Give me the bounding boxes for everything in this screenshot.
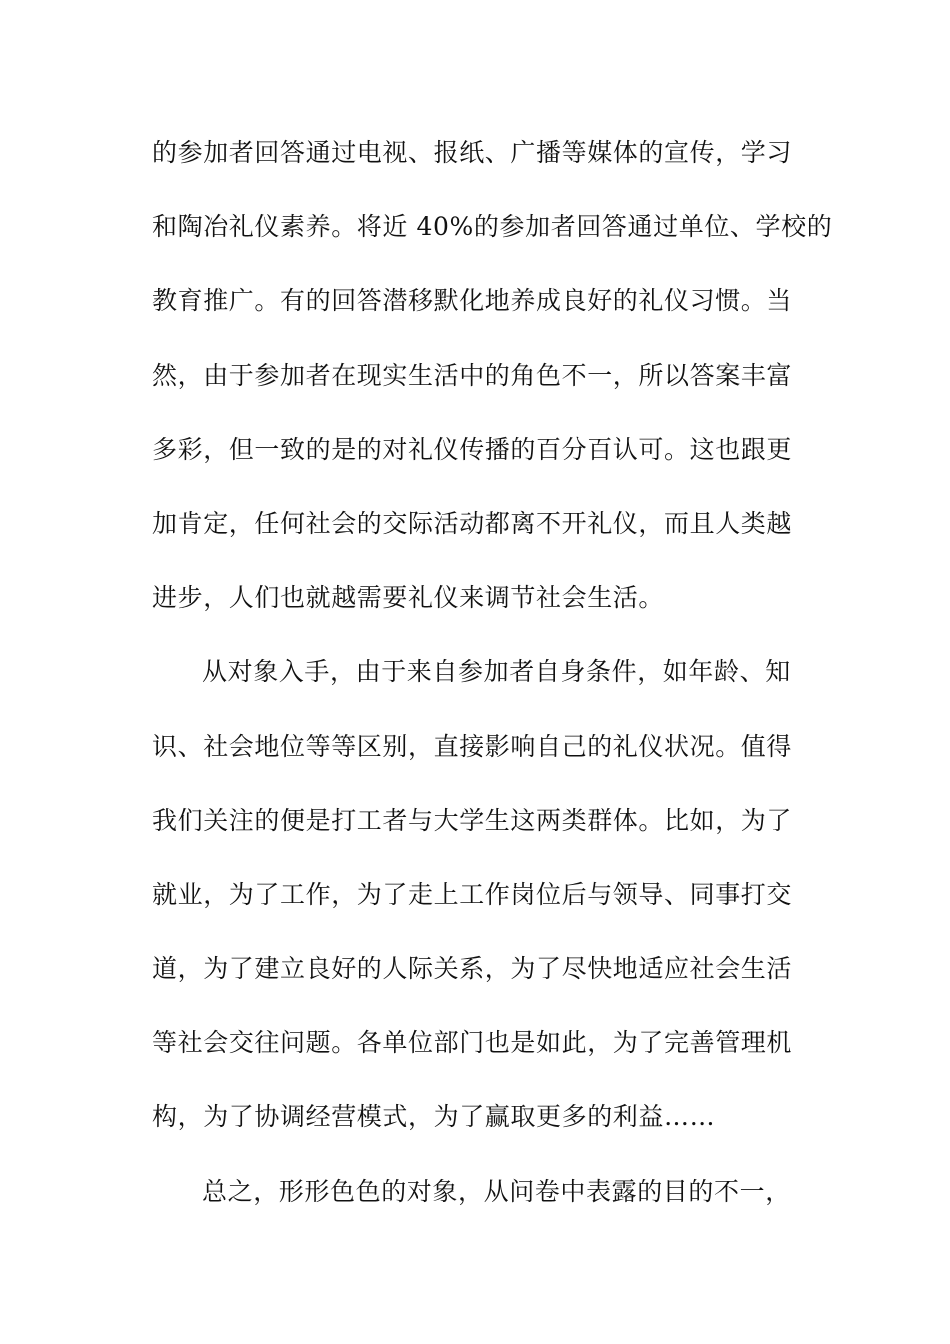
text-line: 我们关注的便是打工者与大学生这两类群体。比如，为了 <box>152 805 793 835</box>
text-line: 然，由于参加者在现实生活中的角色不一，所以答案丰富 <box>152 360 793 390</box>
text-line: 就业，为了工作，为了走上工作岗位后与领导、同事打交 <box>152 879 793 909</box>
text-line: 识、社会地位等等区别，直接影响自己的礼仪状况。值得 <box>152 731 793 761</box>
body-text <box>152 128 833 1241</box>
text-line: 的参加者回答通过电视、报纸、广播等媒体的宣传，学习 <box>152 138 793 167</box>
text-line: 构，为了协调经营模式，为了赢取更多的利益…… <box>152 1102 716 1132</box>
text-line: 和陶冶礼仪素养。将近 40%的参加者回答通过单位、学校的 <box>152 212 833 242</box>
text-line: 加肯定，任何社会的交际活动都离不开礼仪，而且人类越 <box>152 508 793 538</box>
text-line: 进步，人们也就越需要礼仪来调节社会生活。 <box>152 583 665 613</box>
paragraph-start-line: 总之，形形色色的对象，从问卷中表露的目的不一， <box>202 1176 791 1206</box>
text-line: 道，为了建立良好的人际关系，为了尽快地适应社会生活 <box>152 954 793 984</box>
text-line: 多彩，但一致的是的对礼仪传播的百分百认可。这也跟更 <box>152 434 793 464</box>
paragraph-start-line: 从对象入手，由于来自参加者自身条件，如年龄、知 <box>202 657 791 687</box>
text-line: 等社会交往问题。各单位部门也是如此，为了完善管理机 <box>152 1028 793 1058</box>
text-line: 教育推广。有的回答潜移默化地养成良好的礼仪习惯。当 <box>152 286 793 316</box>
